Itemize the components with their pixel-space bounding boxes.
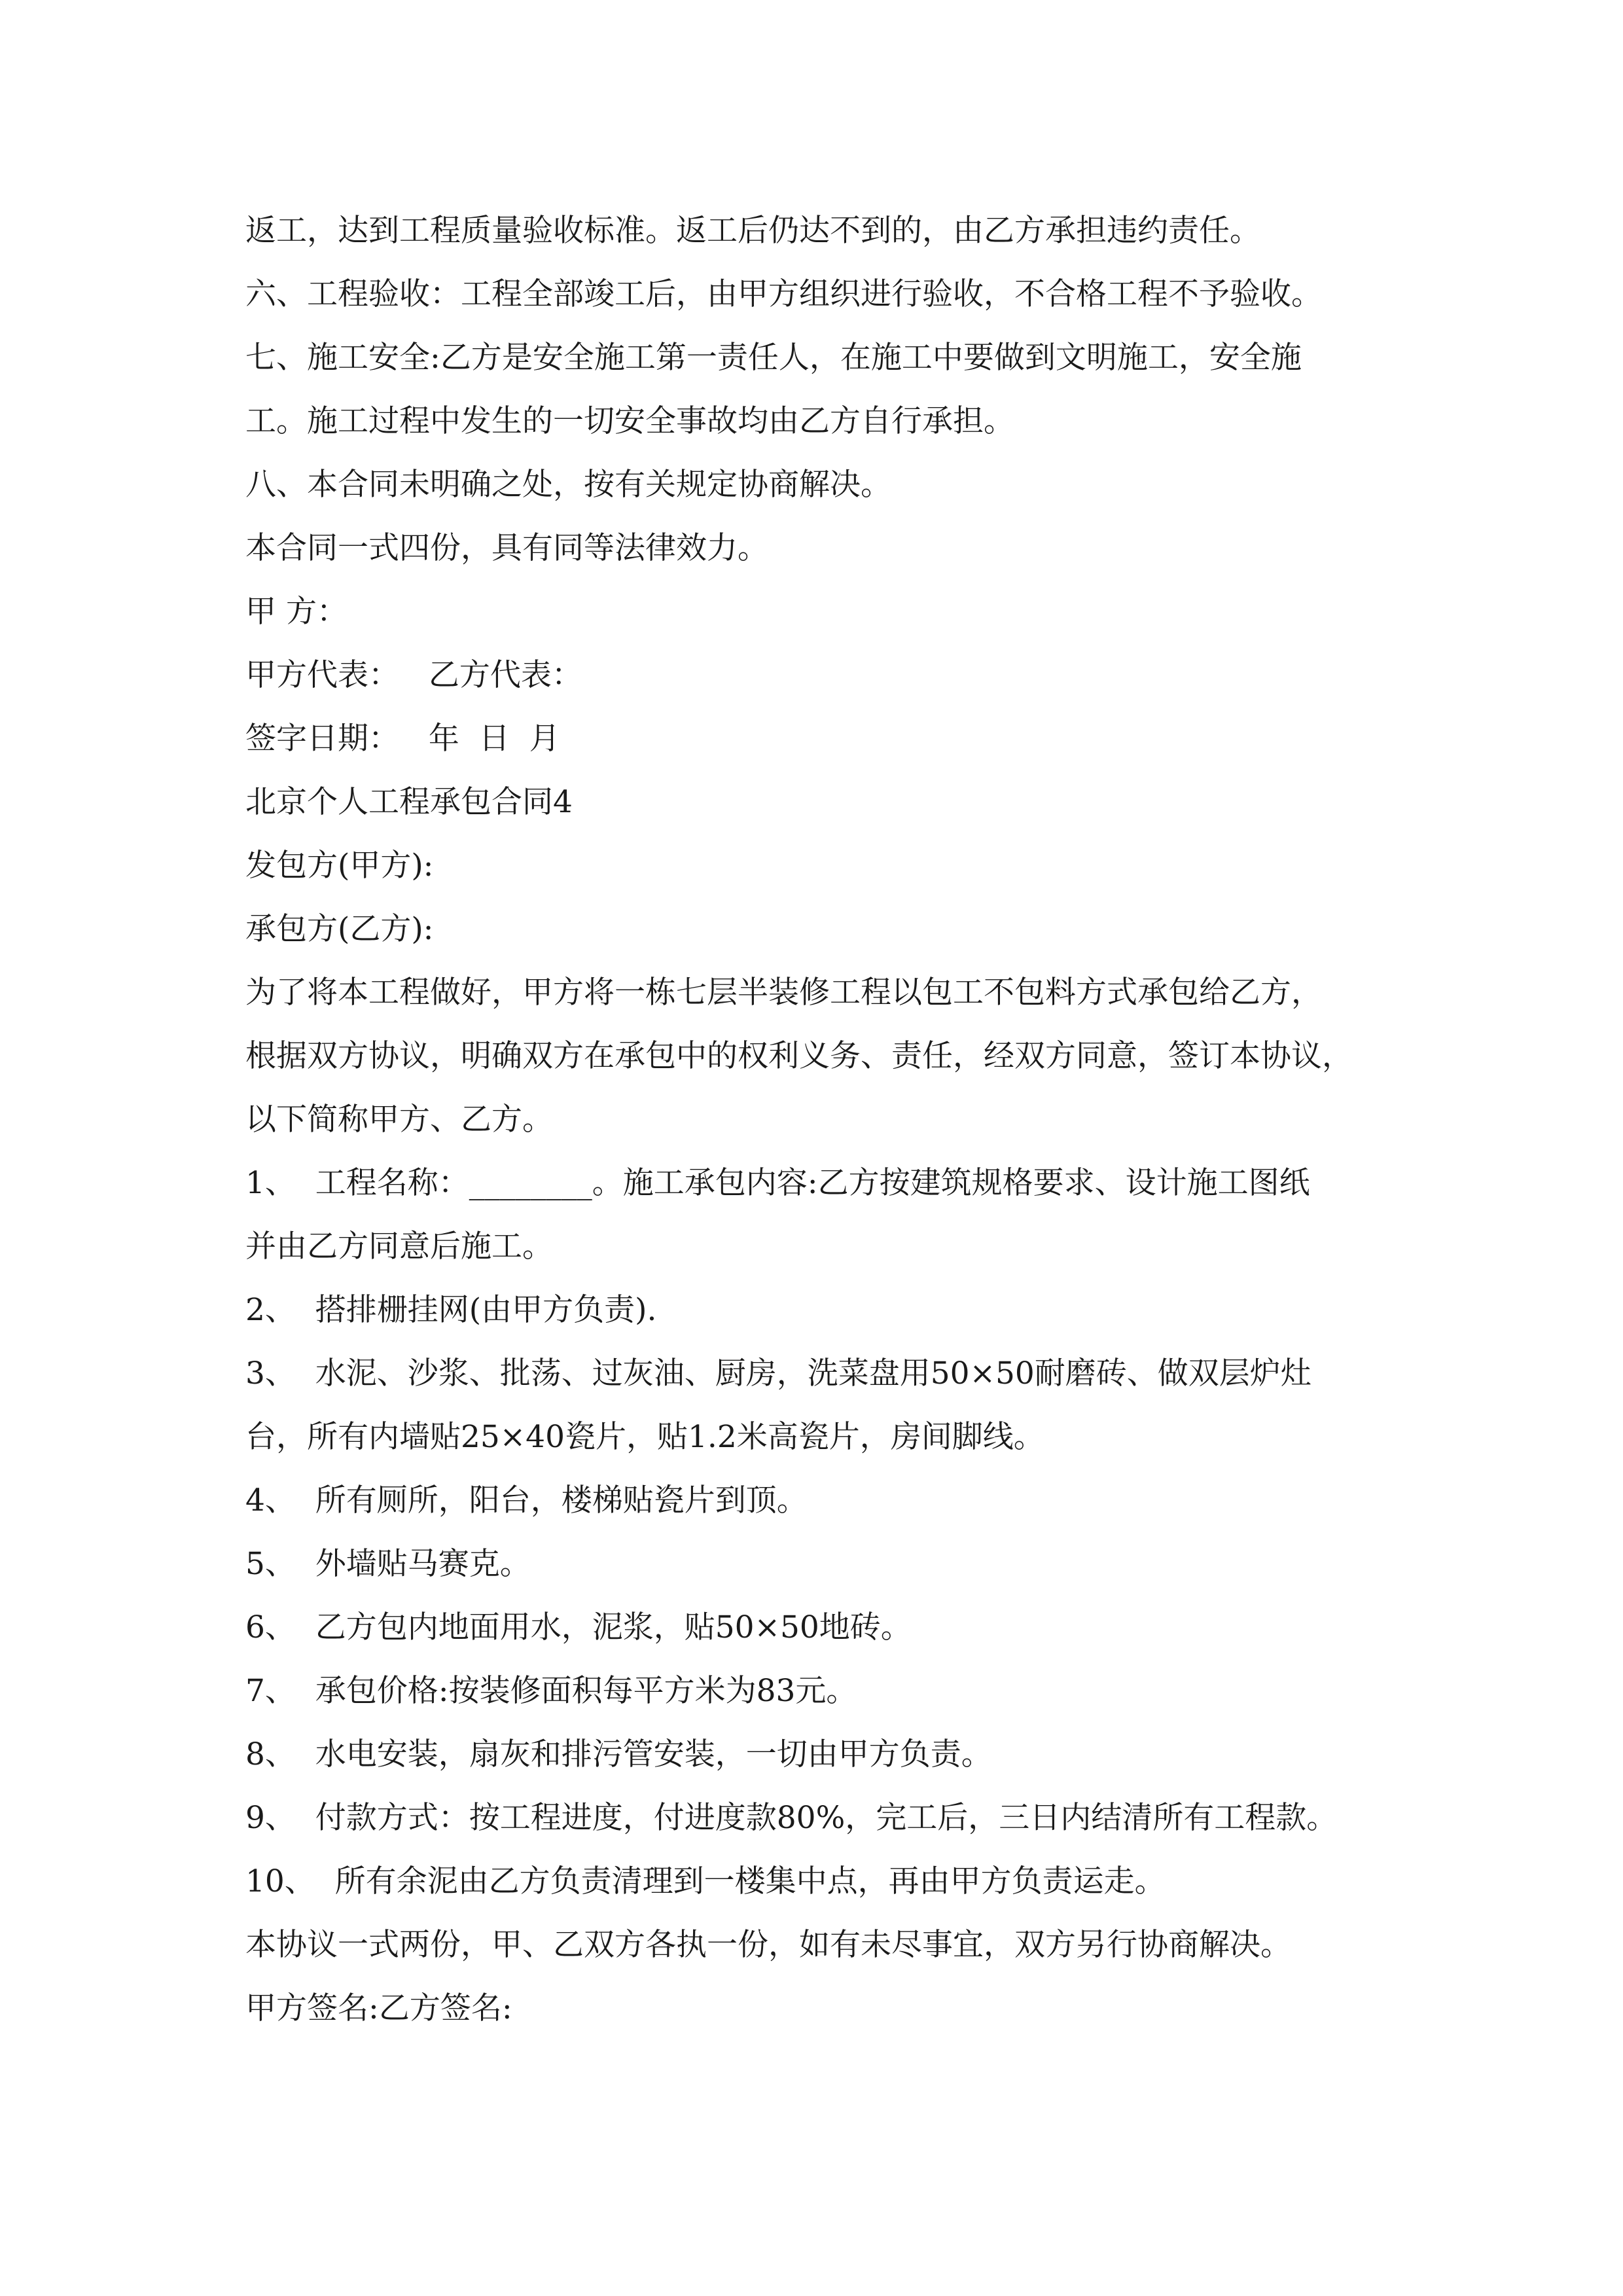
text-line-15: 以下简称甲方、乙方。 (245, 1102, 553, 1138)
text-line-13: 为了将本工程做好，甲方将一栋七层半装修工程以包工不包料方式承包给乙方， (245, 975, 1322, 1011)
party-a-label: 甲 方： (245, 594, 348, 630)
contractor-line: 承包方(乙方): (245, 911, 434, 947)
text-line-3: 七、施工安全:乙方是安全施工第一责任人，在施工中要做到文明施工，安全施 (245, 340, 1302, 376)
contract-title: 北京个人工程承包合同4 (245, 784, 573, 820)
text-line-5: 八、本合同未明确之处，按有关规定协商解决。 (245, 467, 891, 503)
clause-5: 5、 外墙贴马赛克。 (245, 1546, 531, 1582)
clause-3: 3、 水泥、沙浆、批荡、过灰油、厨房，洗菜盘用50×50耐磨砖、做双层炉灶 (245, 1355, 1311, 1391)
clause-6: 6、 乙方包内地面用水，泥浆，贴50×50地砖。 (245, 1609, 912, 1645)
signing-date-line: 签字日期： 年 日 月 (245, 721, 560, 757)
clause-1: 1、 工程名称：________。施工承包内容:乙方按建筑规格要求、设计施工图纸 (245, 1165, 1310, 1201)
text-line-4: 工。施工过程中发生的一切安全事故均由乙方自行承担。 (245, 403, 1014, 439)
employer-line: 发包方(甲方): (245, 848, 434, 884)
text-line-2: 六、工程验收：工程全部竣工后，由甲方组织进行验收，不合格工程不予验收。 (245, 276, 1322, 312)
clause-10: 10、 所有余泥由乙方负责清理到一楼集中点，再由甲方负责运走。 (245, 1863, 1166, 1899)
clause-7: 7、 承包价格:按装修面积每平方米为83元。 (245, 1673, 857, 1709)
clause-2: 2、 搭排栅挂网(由甲方负责). (245, 1292, 657, 1328)
text-line-1: 返工，达到工程质量验收标准。返工后仍达不到的，由乙方承担违约责任。 (245, 213, 1260, 249)
closing-line: 本协议一式两份，甲、乙双方各执一份，如有未尽事宜，双方另行协商解决。 (245, 1927, 1291, 1963)
clause-3-continued: 台，所有内墙贴25×40瓷片，贴1.2米高瓷片，房间脚线。 (245, 1419, 1044, 1455)
text-line-14: 根据双方协议，明确双方在承包中的权利义务、责任，经双方同意，签订本协议， (245, 1038, 1353, 1074)
signatures-line: 甲方签名:乙方签名: (245, 1990, 512, 2026)
text-line-6: 本合同一式四份，具有同等法律效力。 (245, 530, 768, 566)
clause-1-continued: 并由乙方同意后施工。 (245, 1229, 553, 1265)
clause-4: 4、 所有厕所，阳台，楼梯贴瓷片到顶。 (245, 1482, 808, 1518)
clause-8: 8、 水电安装，扇灰和排污管安装，一切由甲方负责。 (245, 1736, 992, 1772)
clause-9: 9、 付款方式：按工程进度，付进度款80%，完工后，三日内结清所有工程款。 (245, 1800, 1338, 1836)
document-body (245, 199, 1423, 2040)
representatives-line: 甲方代表： 乙方代表： (245, 657, 582, 693)
